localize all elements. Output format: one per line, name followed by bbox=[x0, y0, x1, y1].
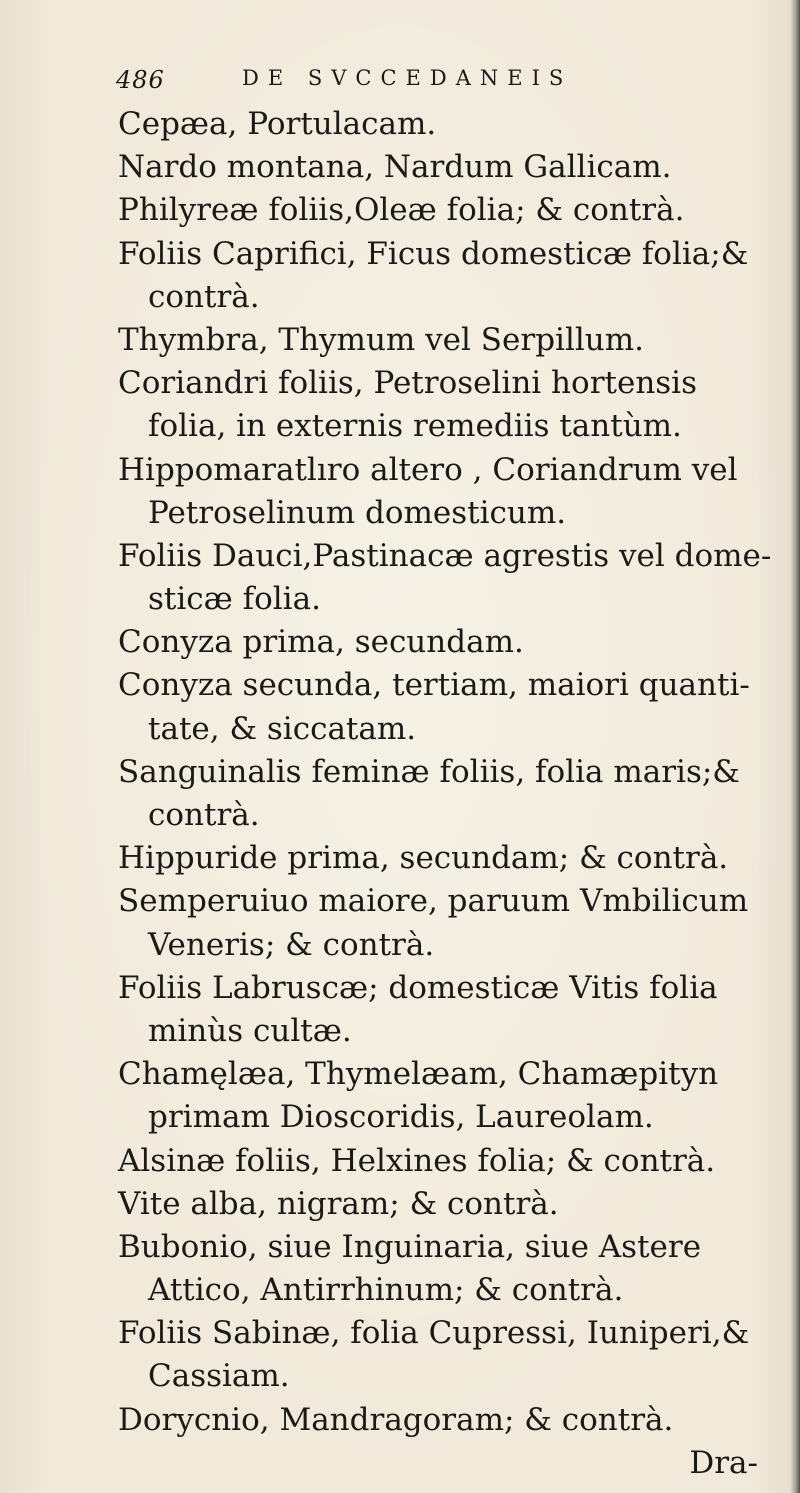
text-line: Alsinæ foliis, Helxines folia; & contrà. bbox=[118, 1142, 716, 1179]
text-line: Foliis Dauci,Pastinacæ agrestis vel dome- bbox=[118, 537, 772, 574]
text-line: Foliis Labruscæ; domesticæ Vitis folia bbox=[118, 969, 718, 1006]
running-head bbox=[116, 62, 656, 102]
text-line: Sanguinalis feminæ foliis, folia maris;& bbox=[118, 753, 740, 790]
text-line: Thymbra, Thymum vel Serpillum. bbox=[118, 321, 645, 358]
text-line: Semperuiuo maiore, paruum Vmbilicum bbox=[118, 883, 749, 920]
text-line: Hippomaratlıro altero , Coriandrum vel bbox=[118, 451, 738, 488]
text-line: primam Dioscoridis, Laureolam. bbox=[148, 1099, 654, 1136]
text-line: Veneris; & contrà. bbox=[148, 926, 435, 963]
running-title: DE SVCCEDANEIS bbox=[242, 66, 573, 90]
text-line: Hippuride prima, secundam; & contrà. bbox=[118, 840, 729, 877]
catchword: Dra- bbox=[689, 1444, 758, 1481]
text-line: contrà. bbox=[148, 278, 260, 315]
text-line: Foliis Caprifici, Ficus domesticæ folia;& bbox=[118, 235, 749, 272]
page-edge-shadow bbox=[790, 0, 800, 1493]
text-line: Cassiam. bbox=[148, 1358, 290, 1395]
text-line: Cepæa, Portulacam. bbox=[118, 106, 437, 142]
text-line: contrà. bbox=[148, 797, 260, 833]
text-line: folia, in externis remediis tantùm. bbox=[148, 408, 682, 445]
text-line: Vite alba, nigram; & contrà. bbox=[118, 1185, 559, 1222]
text-line: Attico, Antirrhinum; & contrà. bbox=[148, 1272, 624, 1309]
text-line: Petroselinum domesticum. bbox=[148, 494, 567, 531]
text-line: tate, & siccatam. bbox=[148, 710, 417, 747]
page-number: 486 bbox=[116, 66, 165, 94]
text-line: Dorycnio, Mandragoram; & contrà. bbox=[118, 1401, 674, 1438]
text-line: Nardo montana, Nardum Gallicam. bbox=[118, 149, 672, 186]
text-line: Foliis Sabinæ, folia Cupressi, Iuniperi,& bbox=[118, 1315, 750, 1352]
text-block bbox=[118, 103, 788, 1485]
text-line: Philyreæ foliis,Oleæ folia; & contrà. bbox=[118, 192, 685, 229]
text-line: Conyza prima, secundam. bbox=[118, 624, 524, 661]
text-line: sticæ folia. bbox=[148, 581, 321, 618]
text-line: minùs cultæ. bbox=[148, 1012, 352, 1049]
text-line: Chamęlæa, Thymelæam, Chamæpityn bbox=[118, 1056, 719, 1093]
text-line: Conyza secunda, tertiam, maiori quanti- bbox=[118, 667, 750, 704]
text-line: Bubonio, siue Inguinaria, siue Astere bbox=[118, 1228, 702, 1265]
text-line: Coriandri foliis, Petroselini hortensis bbox=[118, 365, 698, 402]
